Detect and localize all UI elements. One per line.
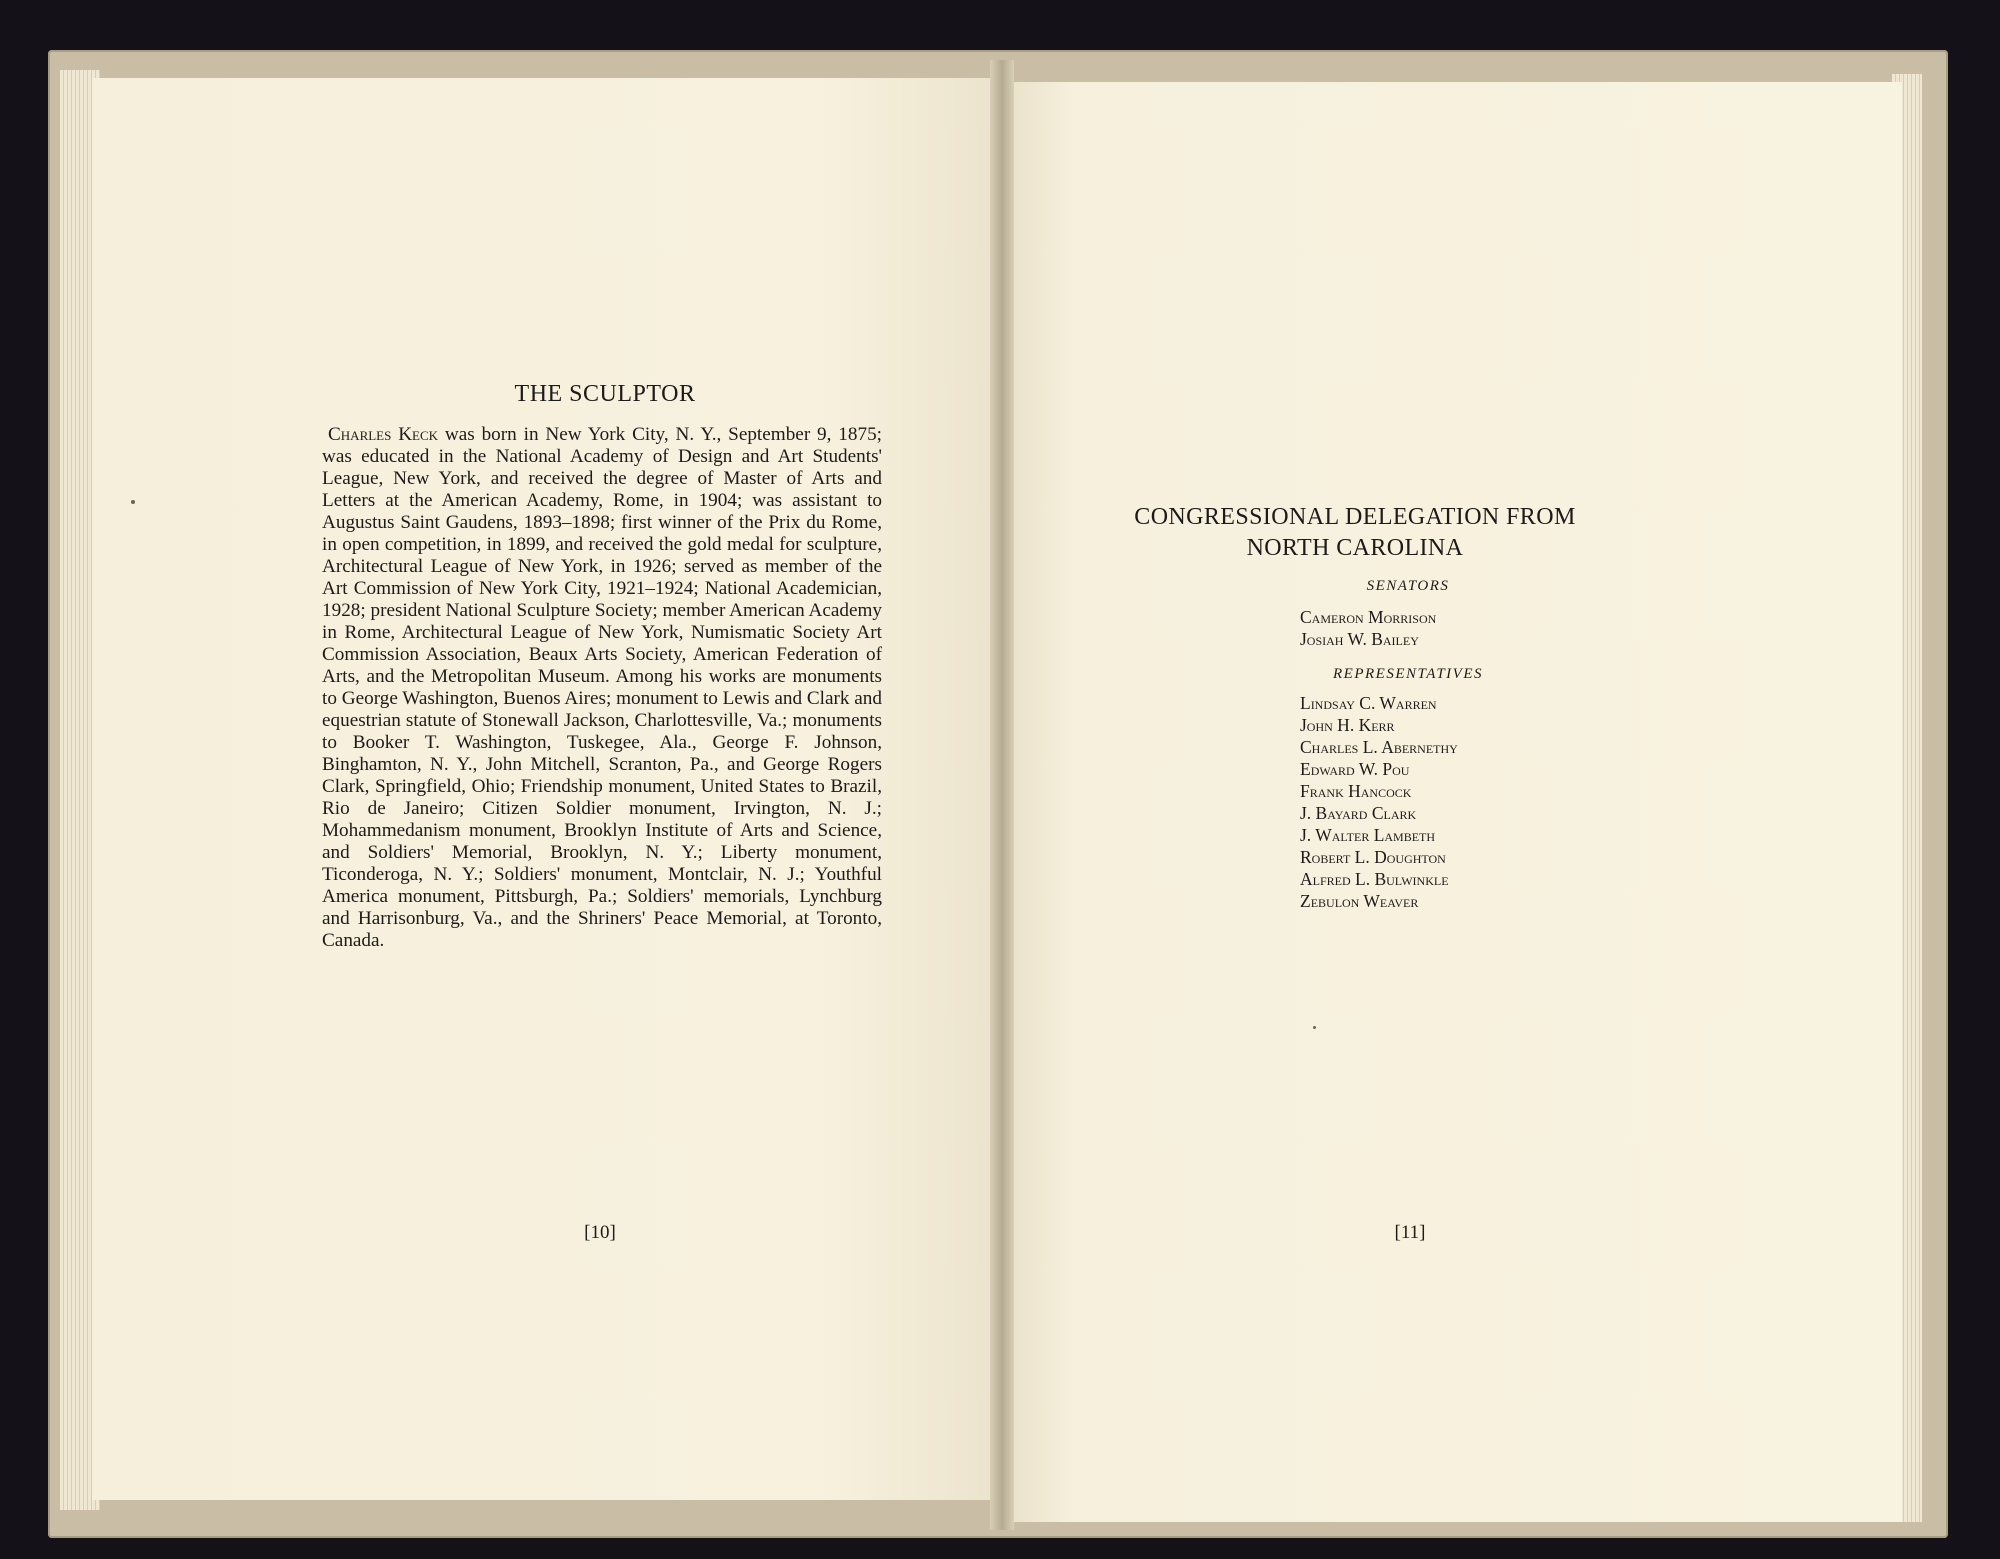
representative-name: J. Walter Lambeth — [1300, 825, 1436, 845]
representative-name: Zebulon Weaver — [1300, 891, 1419, 911]
representatives-label: REPRESENTATIVES — [1333, 666, 1483, 682]
sculptor-name: Charles Keck — [328, 424, 439, 445]
senators-label: SENATORS — [1366, 578, 1450, 594]
delegation-heading-line-2: NORTH CAROLINA — [1246, 535, 1464, 561]
representative-name: Charles L. Abernethy — [1300, 737, 1458, 757]
representative-name: Lindsay C. Warren — [1300, 693, 1437, 713]
senator-name: Josiah W. Bailey — [1300, 629, 1419, 649]
representative-name: Alfred L. Bulwinkle — [1300, 869, 1449, 889]
senators-list — [1300, 606, 1436, 650]
representatives-list — [1300, 692, 1458, 912]
book-gutter — [990, 60, 1014, 1530]
representative-name: J. Bayard Clark — [1300, 803, 1417, 823]
paper-speck — [1313, 1026, 1316, 1029]
biography-text: was born in New York City, N. Y., September 9, 1875; was educated in the National Academy of Design and Art Students' League, New York, and received the degree of Master of Arts and Letters at the American Academy, Rome, in 1904; was assistant to Augustus Saint Gaudens, 1893–1898; first winner of the Prix du Rome, in open competition, in 1899, and received the gold medal for sculpture, Architectural League of New York, in 1926; served as member of the Art Commission of New York City, 1921–1924; National Academician, 1928; president National Sculpture Society; member American Academy in Rome, Architectural League of New York, Numismatic Society Art Commission Association, Beaux Arts Society, American Federation of Arts, and the Metropolitan Museum. Among his works are monuments to George Washington, Buenos Aires; monument to Lewis and Clark and equestrian statute of Stonewall Jackson, Charlottesville, Va.; monuments to Booker T. Washington, Tuskegee, Ala., George F. Johnson, Binghamton, N. Y., John Mitchell, Scranton, Pa., and George Rogers Clark, Springfield, Ohio; Friendship monument, United States to Brazil, Rio de Janeiro; Citizen Soldier monument, Irvington, N. J.; Mohammedanism monument, Brooklyn Institute of Arts and Science, and Soldiers' Memorial, Brooklyn, N. Y.; Liberty monument, Ticonderoga, N. Y.; Soldiers' monument, Montclair, N. J.; Youthful America monument, Pittsburgh, Pa.; Soldiers' memorials, Lynchburg and Harrisonburg, Va., and the Shriners' Peace Memorial, at Toronto, Canada. — [322, 424, 883, 951]
page-number-right: [11] — [1394, 1222, 1426, 1243]
sculptor-biography — [322, 424, 882, 952]
representative-name: Robert L. Doughton — [1300, 847, 1446, 867]
delegation-heading-line-1: CONGRESSIONAL DELEGATION FROM — [1134, 504, 1576, 530]
senator-name: Cameron Morrison — [1300, 607, 1437, 627]
page-number-left: [10] — [584, 1222, 616, 1243]
sculptor-heading: THE SCULPTOR — [514, 381, 696, 407]
representative-name: John H. Kerr — [1300, 715, 1395, 735]
representative-name: Edward W. Pou — [1300, 759, 1410, 779]
paper-speck — [131, 500, 135, 504]
delegation-heading — [1120, 502, 1590, 564]
representative-name: Frank Hancock — [1300, 781, 1412, 801]
